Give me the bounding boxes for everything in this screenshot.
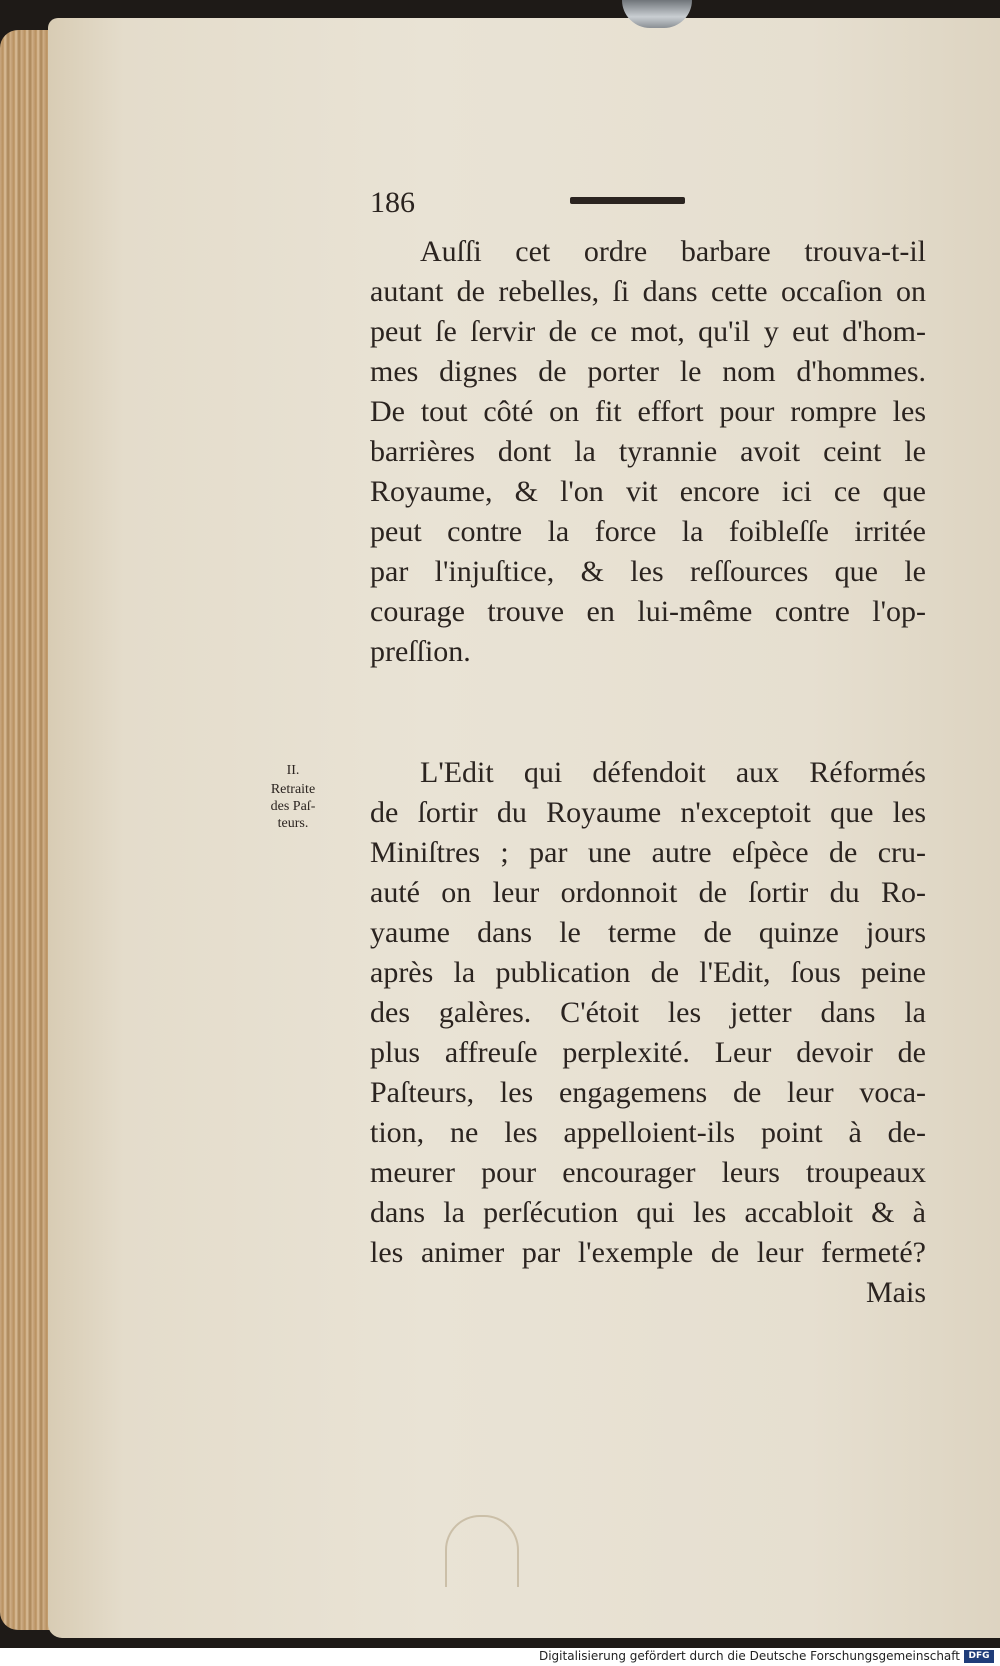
text-line: peut ſe ſervir de ce mot, qu'il y eut d'hom- bbox=[370, 315, 926, 348]
text-line: Royaume, & l'on vit encore ici ce que bbox=[370, 475, 926, 508]
text-line: mes dignes de porter le nom d'hommes. bbox=[370, 355, 926, 388]
text-line: De tout côté on fit effort pour rompre les bbox=[370, 395, 926, 428]
text-line: peut contre la force la foibleſſe irritée bbox=[370, 515, 926, 548]
text-line: auté on leur ordonnoit de ſortir du Ro- bbox=[370, 876, 926, 909]
margin-note-line: teurs. bbox=[277, 816, 309, 831]
catchword: Mais bbox=[866, 1276, 926, 1309]
text-line: meurer pour encourager leurs troupeaux bbox=[370, 1156, 926, 1189]
margin-note-line: Retraite bbox=[270, 782, 316, 797]
text-line: plus affreuſe perplexité. Leur devoir de bbox=[370, 1036, 926, 1069]
digitization-footer bbox=[0, 1648, 1000, 1666]
text-line: Miniſtres ; par une autre eſpèce de cru- bbox=[370, 836, 926, 869]
text-line: yaume dans le terme de quinze jours bbox=[370, 916, 926, 949]
text-line: Paſteurs, les engagemens de leur voca- bbox=[370, 1076, 926, 1109]
text-line: L'Edit qui défendoit aux Réformés bbox=[420, 756, 926, 789]
margin-note-number: II. bbox=[286, 763, 300, 778]
text-line: après la publication de l'Edit, ſous peine bbox=[370, 956, 926, 989]
text-line: courage trouve en lui-même contre l'op- bbox=[370, 595, 926, 628]
text-line: barrières dont la tyrannie avoit ceint le bbox=[370, 435, 926, 468]
header-rule bbox=[570, 197, 685, 204]
text-line: preſſion. bbox=[370, 635, 471, 668]
text-line: Auſſi cet ordre barbare trouva-t-il bbox=[420, 235, 926, 268]
page-tab-cutout bbox=[445, 1515, 519, 1587]
text-line: par l'injuſtice, & les reſſources que le bbox=[370, 555, 926, 588]
text-line: des galères. C'étoit les jetter dans la bbox=[370, 996, 926, 1029]
text-line: dans la perſécution qui les accabloit & à bbox=[370, 1196, 926, 1229]
dfg-logo: DFG bbox=[964, 1650, 994, 1663]
text-line: de ſortir du Royaume n'exceptoit que les bbox=[370, 796, 926, 829]
text-line: autant de rebelles, ſi dans cette occaſion on bbox=[370, 275, 926, 308]
text-line: les animer par l'exemple de leur fermeté? bbox=[370, 1236, 926, 1269]
margin-note-line: des Paſ- bbox=[270, 799, 316, 814]
text-line: tion, ne les appelloient-ils point à de- bbox=[370, 1116, 926, 1149]
footer-credit: Digitalisierung gefördert durch die Deutsche Forschungsgemeinschaft bbox=[538, 1649, 960, 1663]
page-number: 186 bbox=[370, 186, 415, 219]
